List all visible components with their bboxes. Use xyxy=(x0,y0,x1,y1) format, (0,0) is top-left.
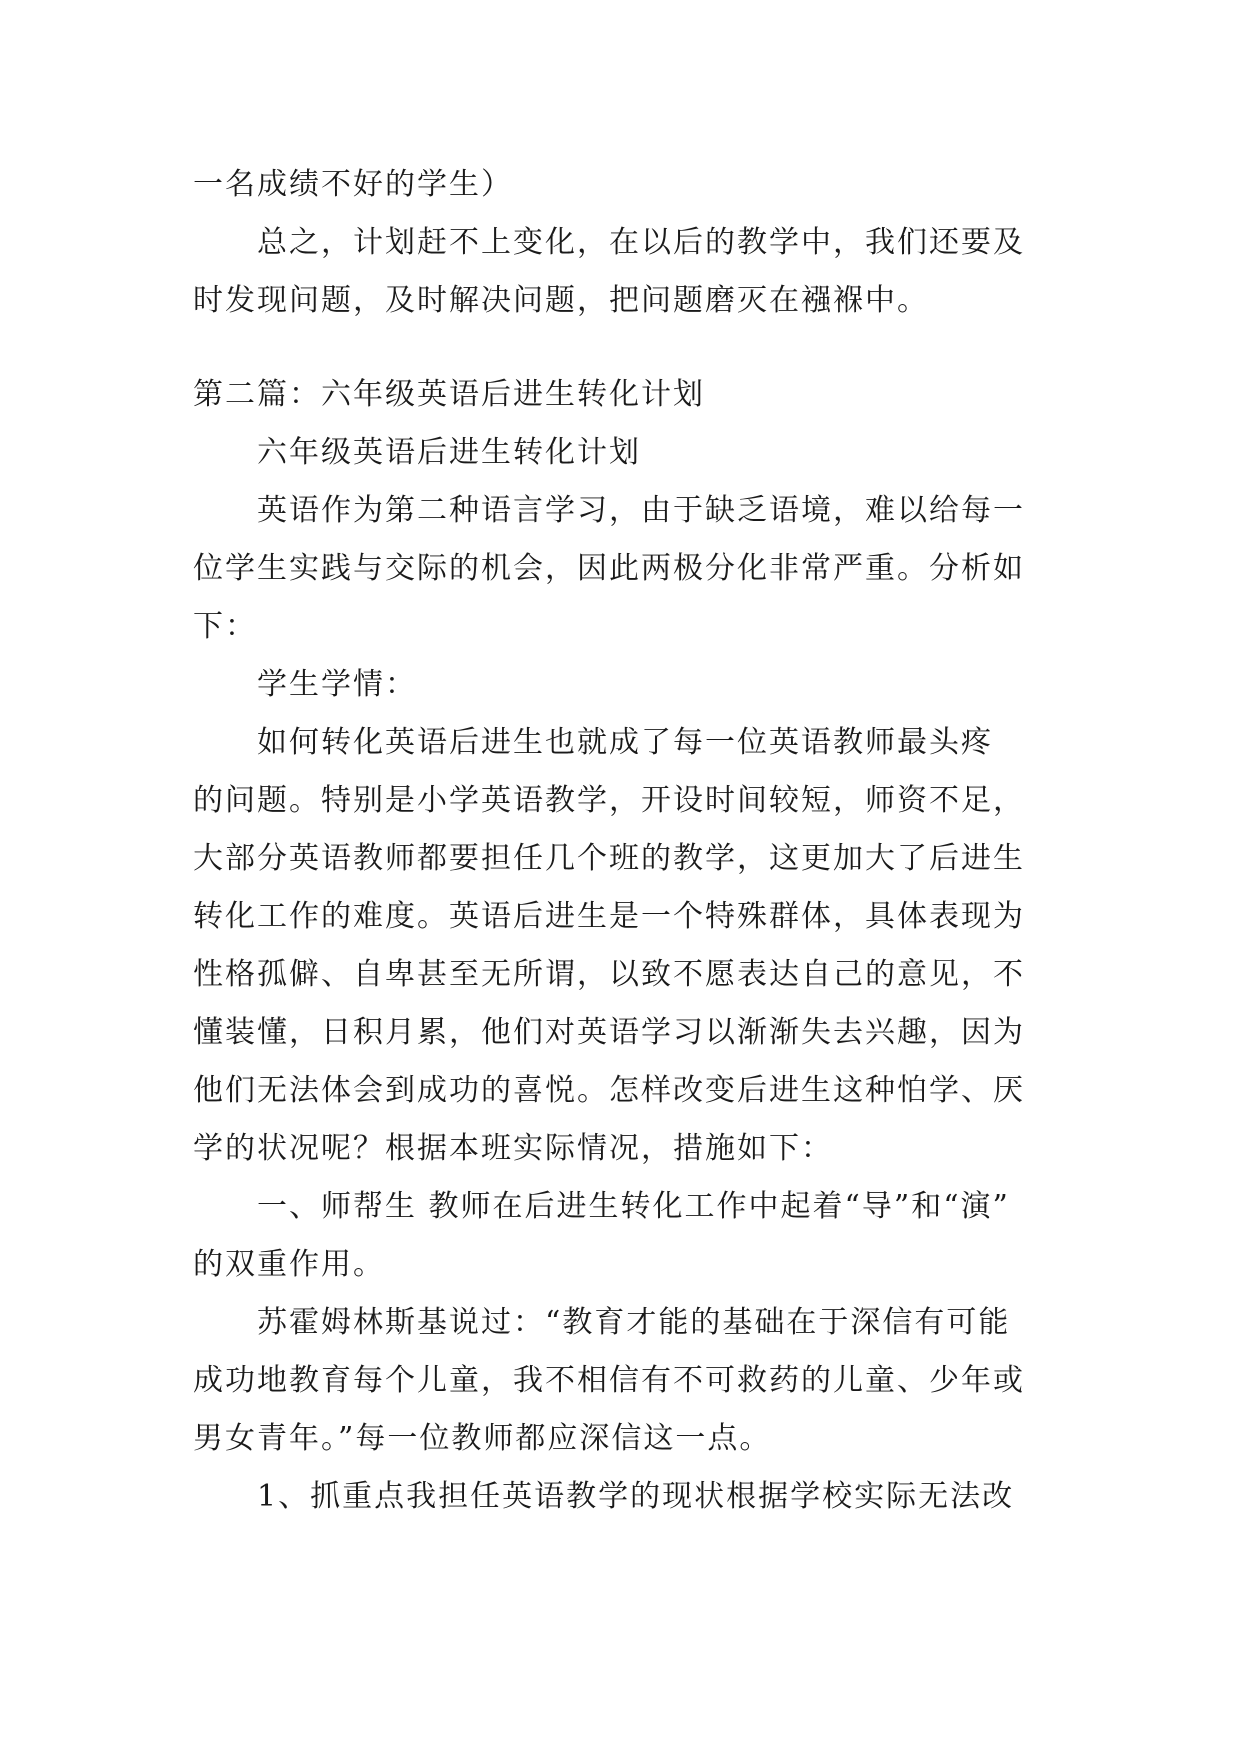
text-line: 转化工作的难度。英语后进生是一个特殊群体，具体表现为 xyxy=(193,899,1025,934)
subheading: 学生学情： xyxy=(257,667,417,702)
paragraph-line: 如何转化英语后进生也就成了每一位英语教师最头疼 xyxy=(257,725,993,760)
text-line: 学的状况呢？根据本班实际情况，措施如下： xyxy=(193,1131,833,1166)
paragraph-line: 一、师帮生 教师在后进生转化工作中起着“导”和“演” xyxy=(257,1189,1010,1224)
text-line: 他们无法体会到成功的喜悦。怎样改变后进生这种怕学、厌 xyxy=(193,1073,1025,1108)
text-line: 时发现问题，及时解决问题，把问题磨灭在襁褓中。 xyxy=(193,283,929,318)
text-line: 性格孤僻、自卑甚至无所谓，以致不愿表达自己的意见，不 xyxy=(193,957,1025,992)
text-line: 男女青年。”每一位教师都应深信这一点。 xyxy=(193,1421,772,1456)
paragraph-line: 1、抓重点我担任英语教学的现状根据学校实际无法改 xyxy=(257,1479,1015,1514)
paragraph-line: 总之，计划赶不上变化，在以后的教学中，我们还要及 xyxy=(257,225,1025,260)
document-body xyxy=(193,156,1053,1526)
text-line: 一名成绩不好的学生） xyxy=(193,167,513,202)
section-title: 六年级英语后进生转化计划 xyxy=(257,435,641,470)
text-line: 懂装懂，日积月累，他们对英语学习以渐渐失去兴趣，因为 xyxy=(193,1015,1025,1050)
text-line: 成功地教育每个儿童，我不相信有不可救药的儿童、少年或 xyxy=(193,1363,1025,1398)
text-line: 下： xyxy=(193,609,257,644)
text-line: 位学生实践与交际的机会，因此两极分化非常严重。分析如 xyxy=(193,551,1025,586)
paragraph-line: 苏霍姆林斯基说过：“教育才能的基础在于深信有可能 xyxy=(257,1305,1011,1340)
text-line: 的问题。特别是小学英语教学，开设时间较短，师资不足， xyxy=(193,783,1025,818)
section-heading: 第二篇：六年级英语后进生转化计划 xyxy=(193,377,705,412)
text-line: 大部分英语教师都要担任几个班的教学，这更加大了后进生 xyxy=(193,841,1025,876)
text-line: 的双重作用。 xyxy=(193,1247,385,1282)
paragraph-line: 英语作为第二种语言学习，由于缺乏语境，难以给每一 xyxy=(257,493,1025,528)
